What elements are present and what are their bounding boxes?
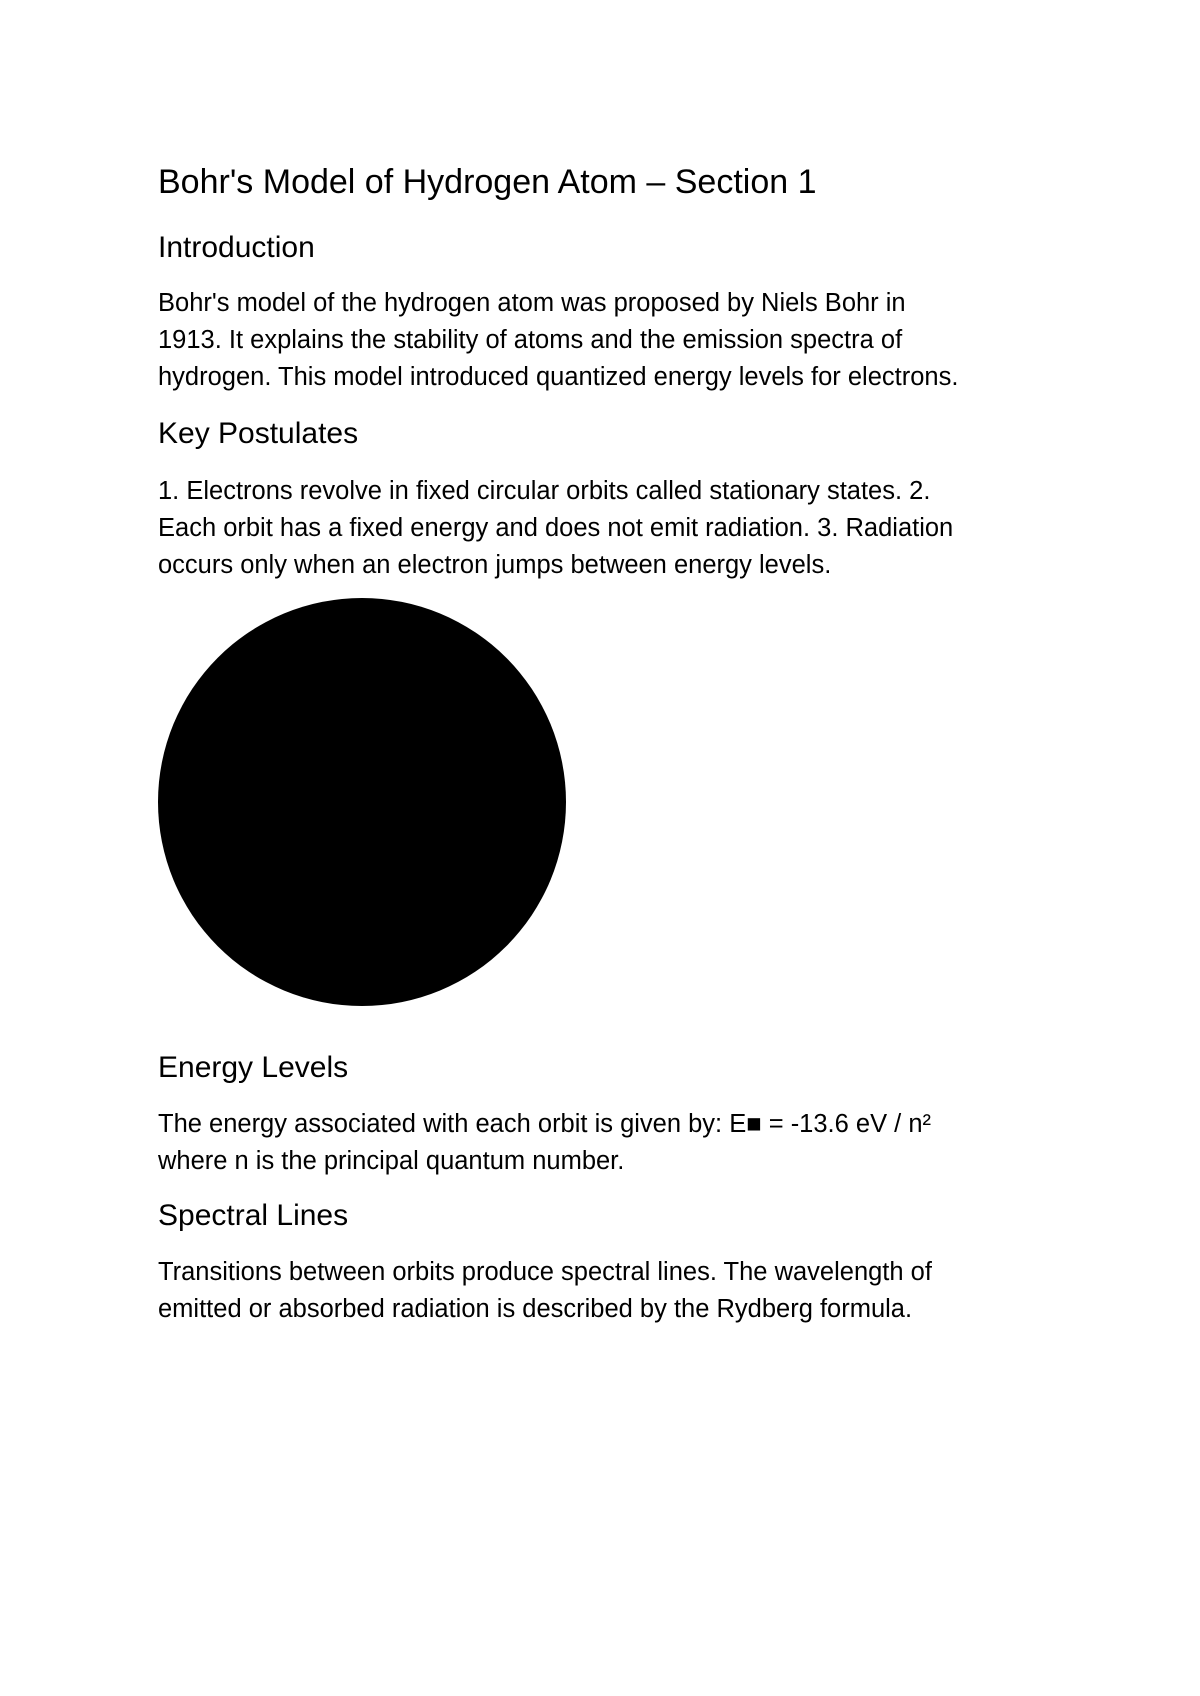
section-heading-energy-levels: Energy Levels [158,1051,349,1084]
section-heading-spectral-lines: Spectral Lines [158,1199,349,1232]
section-heading-key-postulates: Key Postulates [158,417,359,450]
paragraph-spectral-lines [158,1254,1058,1328]
text-line: hydrogen. This model introduced quantized energy levels for electrons. [158,363,959,391]
paragraph-key-postulates [158,473,1058,584]
text-line: occurs only when an electron jumps between energy levels. [158,551,832,579]
text-line: 1913. It explains the stability of atoms and the emission spectra of [158,326,903,354]
text-line: where n is the principal quantum number. [158,1147,625,1175]
text-line: 1. Electrons revolve in fixed circular orbits called stationary states. 2. [158,477,931,505]
paragraph-introduction [158,285,1058,396]
text-line: The energy associated with each orbit is given by: E■ = -13.6 eV / n² [158,1110,932,1138]
atom-figure-circle [158,598,566,1006]
text-line: emitted or absorbed radiation is described by the Rydberg formula. [158,1295,913,1323]
text-line: Each orbit has a fixed energy and does not emit radiation. 3. Radiation [158,514,954,542]
text-line: Bohr's model of the hydrogen atom was proposed by Niels Bohr in [158,289,906,317]
filled-circle [158,598,566,1006]
text-line: Transitions between orbits produce spectral lines. The wavelength of [158,1258,932,1286]
section-heading-introduction: Introduction [158,231,315,264]
document-title: Bohr's Model of Hydrogen Atom – Section 1 [158,163,817,201]
paragraph-energy-levels [158,1106,1058,1180]
